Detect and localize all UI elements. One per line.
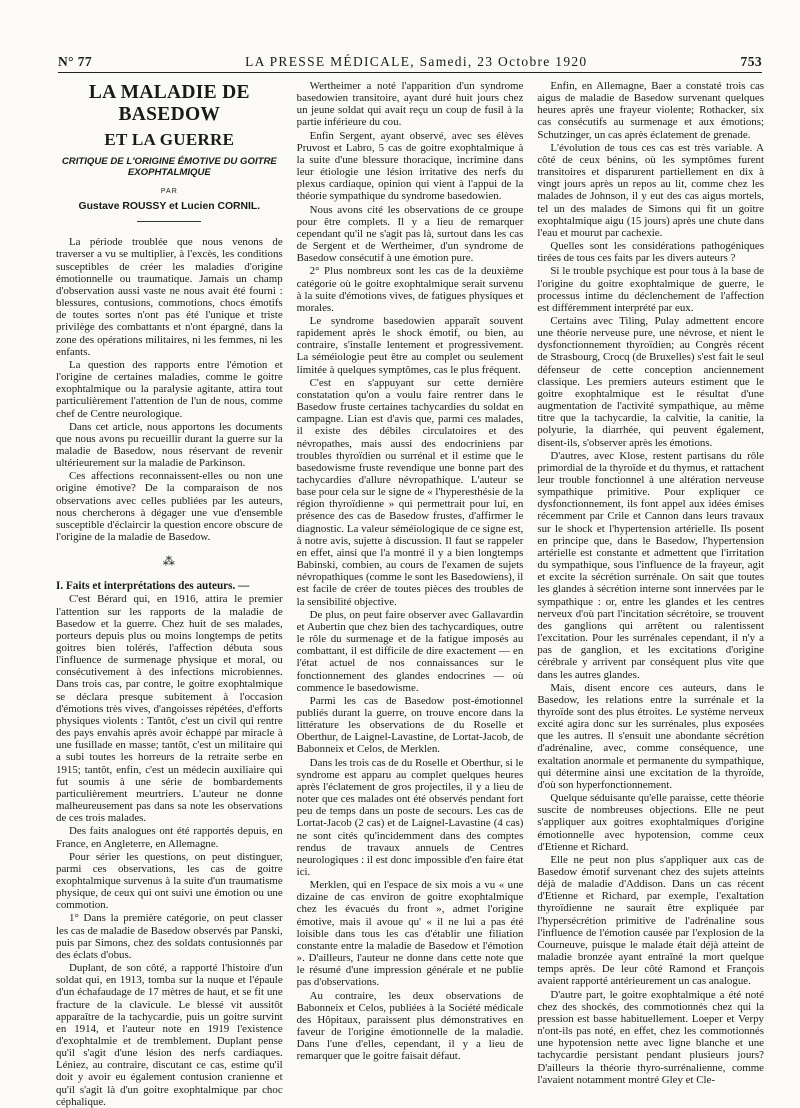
paragraph: Enfin, en Allemagne, Baer a constaté trois cas aigus de maladie de Basedow survenant quelques heures après une frayeur violente; Rothacker, six cas consécutifs au surmenage et aux émotions; Schutzinger, un cas après éclatement de grenade. bbox=[537, 80, 765, 141]
paragraph: 1° Dans la première catégorie, on peut classer les cas de maladie de Basedow observés par Panski, puis par Simons, chez des soldats contusionnés par des éclats d'obus. bbox=[56, 912, 283, 961]
paragraph: Wertheimer a noté l'apparition d'un syndrome basedowien transitoire, ayant duré huit jours chez un jeune soldat qui avait reçu un coup de fusil à la partie inférieure du cou. bbox=[296, 80, 524, 129]
paragraph: Si le trouble psychique est pour tous à la base de l'origine du goitre exophtalmique de guerre, le processus intime du déclenchement de l'affection est différemment interprété par eux. bbox=[537, 265, 765, 314]
column-1-intro bbox=[56, 236, 283, 543]
paragraph: Certains avec Tiling, Pulay admettent encore une théorie nerveuse pure, une névrose, et nient le dysfonctionnement thyroïdien; au Congrès récent de Strasbourg, Crocq (de Bruxelles) s'est fait le seul défenseur de cette conception anciennement classique. Les premiers auteurs estiment que le goitre exophtalmique est le résultat d'une augmentation de l'activité sympathique, au même titre que la tachycardie, la calvitie, la canitie, la polyurie, la diarrhée, qui peuvent également, disent-ils, s'observer après les émotions. bbox=[537, 314, 765, 449]
paragraph: Enfin Sergent, ayant observé, avec ses élèves Pruvost et Labro, 5 cas de goitre exophtalmique à la suite d'une blessure thoracique, incrimine dans leur étiologie une lésion irritative des nerfs du plexus cardiaque, opinion qui vient à l'appui de la théorie sympathique du syndrome basedowien. bbox=[296, 129, 524, 203]
column-1 bbox=[56, 80, 283, 1108]
article-title-line2: ET LA GUERRE bbox=[104, 130, 235, 149]
paragraph: Des faits analogues ont été rapportés depuis, en France, en Angleterre, en Allemagne. bbox=[56, 825, 283, 850]
paragraph: D'autre part, le goitre exophtalmique a été noté chez des shockés, des commotionnés chez qui la pression est basse habituellement. Loeper et Verpy n'ont-ils pas noté, en effet, chez les commotionnés une hypotension nette avec ligne blanche et une tachycardie persistant pendant plusieurs jours? D'ailleurs la théorie thyro-surrénalienne, comme l'avaient notamment montré Gley et Cle- bbox=[537, 988, 765, 1086]
column-2 bbox=[297, 80, 524, 1074]
article-authors: Gustave ROUSSY et Lucien CORNIL. bbox=[78, 201, 261, 213]
paragraph: La question des rapports entre l'émotion et l'origine de certaines maladies, comme le goitre exophtalmique ou la paralysie agitante, attira tout particulièrement l'attention de l'un de nous, comme chef de Centre neurologique. bbox=[56, 358, 283, 420]
paragraph: De plus, on peut faire observer avec Gallavardin et Aubertin que chez bien des tachycardiques, outre le rôle du surmenage et de la fatigue imposés au combattant, il est difficile de dire exactement — en l'état actuel de nos connaissances sur le fonctionnement des glandes endocrines — où commence le basedowisme. bbox=[296, 608, 524, 694]
article-title: LA MALADIE DE BASEDOW bbox=[88, 82, 250, 125]
paragraph: C'est Bérard qui, en 1916, attira le premier l'attention sur les rapports de la maladie de Basedow et la guerre. Chez huit de ses malades, porteurs depuis plus ou moins longtemps de petits goitres bien tolérés, l'affection débuta sous l'influence de surmenage physique et moral, ou consécutivement à des infections microbiennes. Dans trois cas, par contre, le goitre exophtalmique se déclara presque subitement à l'occasion d'émotions très vives, d'angoisses répétées, d'efforts physiques violents : Tantôt, c'est un civil qui rentre des pays envahis après avoir échappé par miracle à une fusillade en masse; tantôt, c'est un militaire qui a subi toutes les horreurs de la retraite serbe en 1915; tantôt, enfin, c'est un médecin auxiliaire qui fut soumis à une série de bombardements particulièrement meurtriers. L'auteur ne donne malheureusement pas dans sa note les observations de ces trois malades. bbox=[56, 593, 283, 825]
text-columns bbox=[56, 80, 765, 1108]
paragraph: L'évolution de tous ces cas est très variable. A côté de ceux bénins, où les symptômes furent transitoires et disparurent partiellement en dix à vingt jours après un repos au lit, comme chez les malades de Johnson, il y eut des cas aigus mortels, tel un des malades de Simons qui fit un goitre exophtalmique aigu (15 jours) après une chute dans l'eau et mourut par cachexie. bbox=[537, 141, 765, 239]
section-heading: I. Faits et interprétations des auteurs. — bbox=[56, 580, 250, 593]
paragraph: Parmi les cas de Basedow post-émotionnel publiés durant la guerre, on trouve encore dans la littérature les observations de du Roselle et Oberthur, de Laignel-Lavastine, de Lortat-Jacob, de Babonneix et Celos, de Merklen. bbox=[296, 694, 524, 756]
byline-par: PAR bbox=[160, 188, 178, 195]
paragraph: La période troublée que nous venons de traverser a vu se multiplier, à l'excès, les conditions susceptibles de créer les maladies d'origine émotionnelle ou traumatique. Jamais un champ d'observation aussi vaste ne nous avait été fourni : blessures, contusions, commotions, chocs émotifs de toutes sortes n'ont pas été l'unique et triste privilège des combattants et n'ont épargné, dans la zone des opérations militaires, ni les femmes, ni les enfants. bbox=[56, 236, 283, 358]
paragraph: Au contraire, les deux observations de Babonneix et Celos, publiées à la Société médicale des Hôpitaux, paraissent plus démonstratives en faveur de l'origine émotionnelle de la maladie. Dans l'une d'elles, cependant, il y a lieu de remarquer que le goitre faisait défaut. bbox=[296, 989, 524, 1063]
paragraph: Ces affections reconnaissent-elles ou non une origine émotive? De la comparaison de nos observations avec celles publiées par les auteurs, nous chercherons à dégager une vue d'ensemble susceptible d'éclaircir la question encore obscure de l'origine de la maladie de Basedow. bbox=[56, 470, 283, 544]
issue-number: N° 77 bbox=[58, 54, 93, 69]
paragraph: D'autres, avec Klose, restent partisans du rôle primordial de la thyroïde et du thymus, et rattachent leur trouble fonctionnel à une altération nerveuse sympathique primitive. Pour expliquer ce dysfonctionnement, ils font appel aux idées émises récemment par Crile et Cannon dans leurs travaux sur le shock et l'hypertension artérielle. Ils posent en principe que, dans le Basedow, l'hypertension artérielle est constante et admettent que l'irritation du sympathique, sous l'influence de la frayeur, agit et excite la sécrétion surrénale. On sait que toutes les glandes à sécrétion interne sont innervées par le sympathique : or, entre les glandes et les centres nerveux d'où part l'incitation sécrétoire, se trouvent des ganglions qui arrêtent ou ralentissent l'excitation. Pour les surrénales cependant, il n'y a pas de ganglion, et les excitations d'origine cérébrale y arrivent par conséquent plus vite que dans les autres glandes. bbox=[537, 449, 765, 681]
paragraph: 2° Plus nombreux sont les cas de la deuxième catégorie où le goitre exophtalmique serait survenu à la suite d'émotions vives, de fatigues physiques et morales. bbox=[296, 265, 524, 314]
paragraph: C'est en s'appuyant sur cette dernière constatation qu'on a voulu faire rentrer dans le Basedow fruste certaines tachycardies du soldat en campagne. Lian est d'avis que, parmi ces malades, il existe des débiles circulatoires et des névropathes, mais aussi des endocriniens par troubles thyroïdien ou surrénal et il estime que le basedowisme fruste revendique une bonne part des tachycardies d'allure névropathique. L'auteur se base pour cela sur le signe de « l'hyperesthésie de la région thyroïdienne » qui permettrait pour lui, en présence des cas de Basedow frustes, d'affirmer le diagnostic. La valeur séméiologique de ce signe est, à notre avis, sujette à discussion. Il faut se rappeler en effet, ainsi que l'a montré il y a bien longtemps Babinski, combien, au cours de l'examen de sujets névropathiques (comme le sont les Basedowiens), il est facile de créer de toutes pièces des troubles de la sensibilité objective. bbox=[296, 376, 524, 608]
column-3 bbox=[537, 80, 765, 1086]
article-subtitle: CRITIQUE DE L'ORIGINE ÉMOTIVE DU GOITRE EXOPHTALMIQUE bbox=[61, 156, 277, 178]
masthead: LA PRESSE MÉDICALE, Samedi, 23 Octobre 1920 bbox=[245, 54, 588, 69]
paragraph: Dans cet article, nous apportons les documents que nous avons pu recueillir durant la guerre sur la maladie de Basedow, nous réservant de revenir ultérieurement sur la maladie de Parkinson. bbox=[56, 420, 283, 470]
paragraph: Quelles sont les considérations pathogéniques tirées de tous ces faits par les divers auteurs ? bbox=[537, 240, 765, 265]
section-ornament: ⁂ bbox=[162, 554, 176, 569]
running-header bbox=[58, 44, 762, 73]
title-rule bbox=[137, 221, 201, 222]
paragraph: Duplant, de son côté, a rapporté l'histoire d'un soldat qui, en 1913, tomba sur la nuque et l'épaule d'un échafaudage de 17 mètres de haut, et se fit une fracture de la clavicule. Le blessé vit aussitôt apparaître de la tachycardie, puis un goitre survint en 1914, et l'auteur note en 1919 l'existence d'exophtalmie et de tremblement. Duplant pense qu'il s'agit d'une lésion des nerfs cardiaques. Léniez, au contraire, discutant ce cas, estime qu'il doit y avoir eu également contusion cranienne et qu'il s'agit là d'un goitre exophtalmique par choc céphalique. bbox=[56, 962, 283, 1108]
page-folio: 753 bbox=[740, 54, 762, 69]
paragraph: Mais, disent encore ces auteurs, dans le Basedow, les relations entre la surrénale et la thyroïde sont des plus étroites. Le système nerveux excité agira donc sur les surrénales, plus exposées que les autres. Il s'ensuit une abondante sécrétion d'adrénaline, avec, comme conséquence, une exaltation anormale et permanente du sympathique, qui détermine ainsi une excitation de la thyroïde, d'où son hyperfonctionnement. bbox=[537, 681, 765, 791]
paragraph: Quelque séduisante qu'elle paraisse, cette théorie suscite de nombreuses objections. Elle ne peut s'appliquer aux goitres exophtalmiques d'origine émotionnelle avec hypotension, comme ceux d'Etienne et Richard. bbox=[537, 792, 765, 853]
paragraph: Nous avons cité les observations de ce groupe pour être complets. Il y a lieu de remarquer cependant qu'il ne s'agit pas là, surtout dans les cas de Sergent et de Wertheimer, d'un syndrome de Basedow consécutif à une émotion pure. bbox=[296, 203, 524, 265]
paragraph: Pour sérier les questions, on peut distinguer, parmi ces observations, les cas de goitre exophtalmique survenus à la suite d'un traumatisme physique, de ceux qui ont suivi une émotion ou une commotion. bbox=[56, 850, 283, 912]
paragraph: Elle ne peut non plus s'appliquer aux cas de Basedow émotif survenant chez des sujets atteints déjà de maladie d'Addison. Dans un cas récent d'Etienne et Richard, par exemple, l'exaltation thyroïdienne ne saurait être expliquée par l'hypersécrétion primitive de l'adrénaline sous l'influence de l'émotion causée par l'explosion de la Courneuve, puisque le malade était déjà atteint de maladie bronzée ayant entraîné la mort quelque temps après. De leur côté Ramond et François avaient rapporté antérieurement un cas analogue. bbox=[537, 853, 765, 988]
paragraph: Dans les trois cas de du Roselle et Oberthur, si le syndrome est apparu au complet quelques heures après l'éclatement de gros projectiles, il y a lieu de noter que ces malades ont été observés pendant fort peu de temps dans un poste de secours. Les cas de Lortat-Jacob (2 cas) et de Laignel-Lavastine (4 cas) ne sont cités qu'incidemment dans des comptes rendus de travaux annuels de Centres neurologiques : il est donc impossible d'en faire état ici. bbox=[296, 756, 524, 878]
paragraph: Le syndrome basedowien apparaît souvent rapidement après le shock émotif, ou bien, au contraire, s'installe lentement et progressivement. La séméiologie peut être au complet ou seulement limitée à quelques symptômes, cas le plus fréquent. bbox=[296, 314, 524, 376]
paragraph: Merklen, qui en l'espace de six mois a vu « une dizaine de cas environ de goitre exophtalmique chez les évacués du front », admet l'origine émotive, mais il avoue qu' « il ne lui a pas été loisible dans tous les cas d'établir une filiation constante entre la maladie de Basedow et l'émotion ». D'ailleurs, l'auteur ne donne dans cette note que le résumé d'une impression générale et ne publie pas d'observations. bbox=[296, 879, 524, 989]
